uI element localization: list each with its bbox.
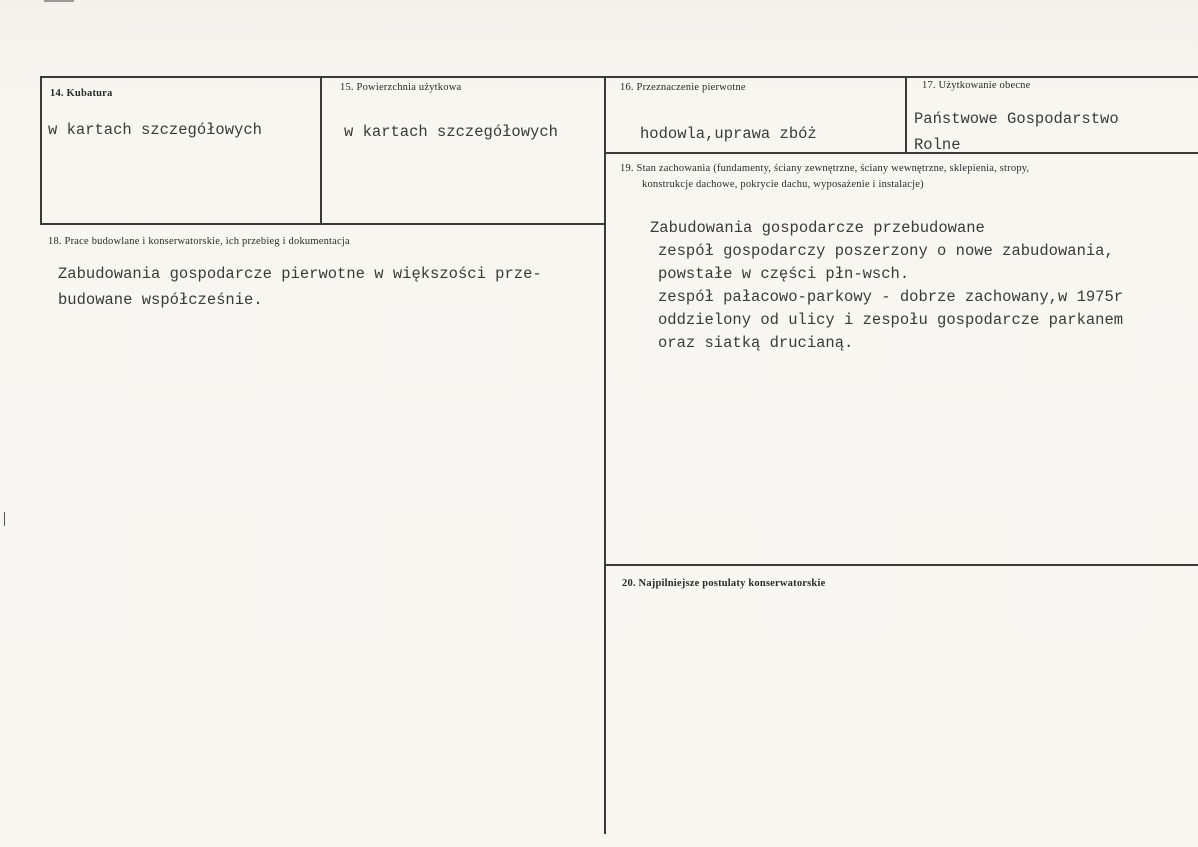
field-18-label: 18. Prace budowlane i konserwatorskie, ich przebieg i dokumentacja [48, 236, 350, 247]
divider-left-right [604, 76, 606, 834]
field-19-line-5: oddzielony od ulicy i zespołu gospodarcze parkanem [658, 311, 1124, 329]
divider-14-15 [40, 76, 42, 225]
divider-15-16 [320, 76, 322, 225]
field-16-label: 16. Przeznaczenie pierwotne [620, 82, 746, 93]
field-17-label: 17. Użytkowanie obecne [922, 80, 1031, 91]
field-19-label-line-1: 19. Stan zachowania (fundamenty, ściany zewnętrzne, ściany wewnętrzne, sklepienia, stropy, [620, 163, 1030, 174]
field-14-value: w kartach szczegółowych [48, 121, 262, 139]
divider-16-17 [905, 76, 907, 153]
field-20-label: 20. Najpilniejsze postulaty konserwatorskie [622, 578, 826, 589]
field-17-line-2: Rolne [914, 136, 961, 154]
top-border [40, 76, 1198, 78]
field-14-label: 14. Kubatura [50, 88, 113, 99]
field-16-value: hodowla,uprawa zbóż [640, 125, 817, 143]
field-19-line-3: powstałe w części płn-wsch. [658, 265, 910, 283]
field-18-value [58, 261, 542, 313]
line-under-14-15 [40, 223, 606, 225]
field-19-value [650, 217, 1123, 355]
field-19-line-6: oraz siatką drucianą. [658, 334, 854, 352]
field-17-line-1: Państwowe Gospodarstwo [914, 110, 1119, 128]
field-15-value: w kartach szczegółowych [344, 123, 558, 141]
margin-tick [4, 512, 5, 526]
line-under-19 [604, 564, 1198, 566]
field-17-value [914, 106, 1119, 158]
field-19-line-2: zespół gospodarczy poszerzony o nowe zabudowania, [658, 242, 1114, 260]
top-edge-mark [44, 0, 74, 2]
field-18-line-2: budowane współcześnie. [58, 291, 263, 309]
field-19-line-1: Zabudowania gospodarcze przebudowane [650, 219, 985, 237]
field-19-line-4: zespół pałacowo-parkowy - dobrze zachowany,w 1975r [658, 288, 1124, 306]
field-15-label: 15. Powierzchnia użytkowa [340, 82, 462, 93]
field-18-line-1: Zabudowania gospodarcze pierwotne w większości prze- [58, 265, 542, 283]
field-19-label-line-2: konstrukcje dachowe, pokrycie dachu, wyposażenie i instalacje) [642, 179, 924, 190]
